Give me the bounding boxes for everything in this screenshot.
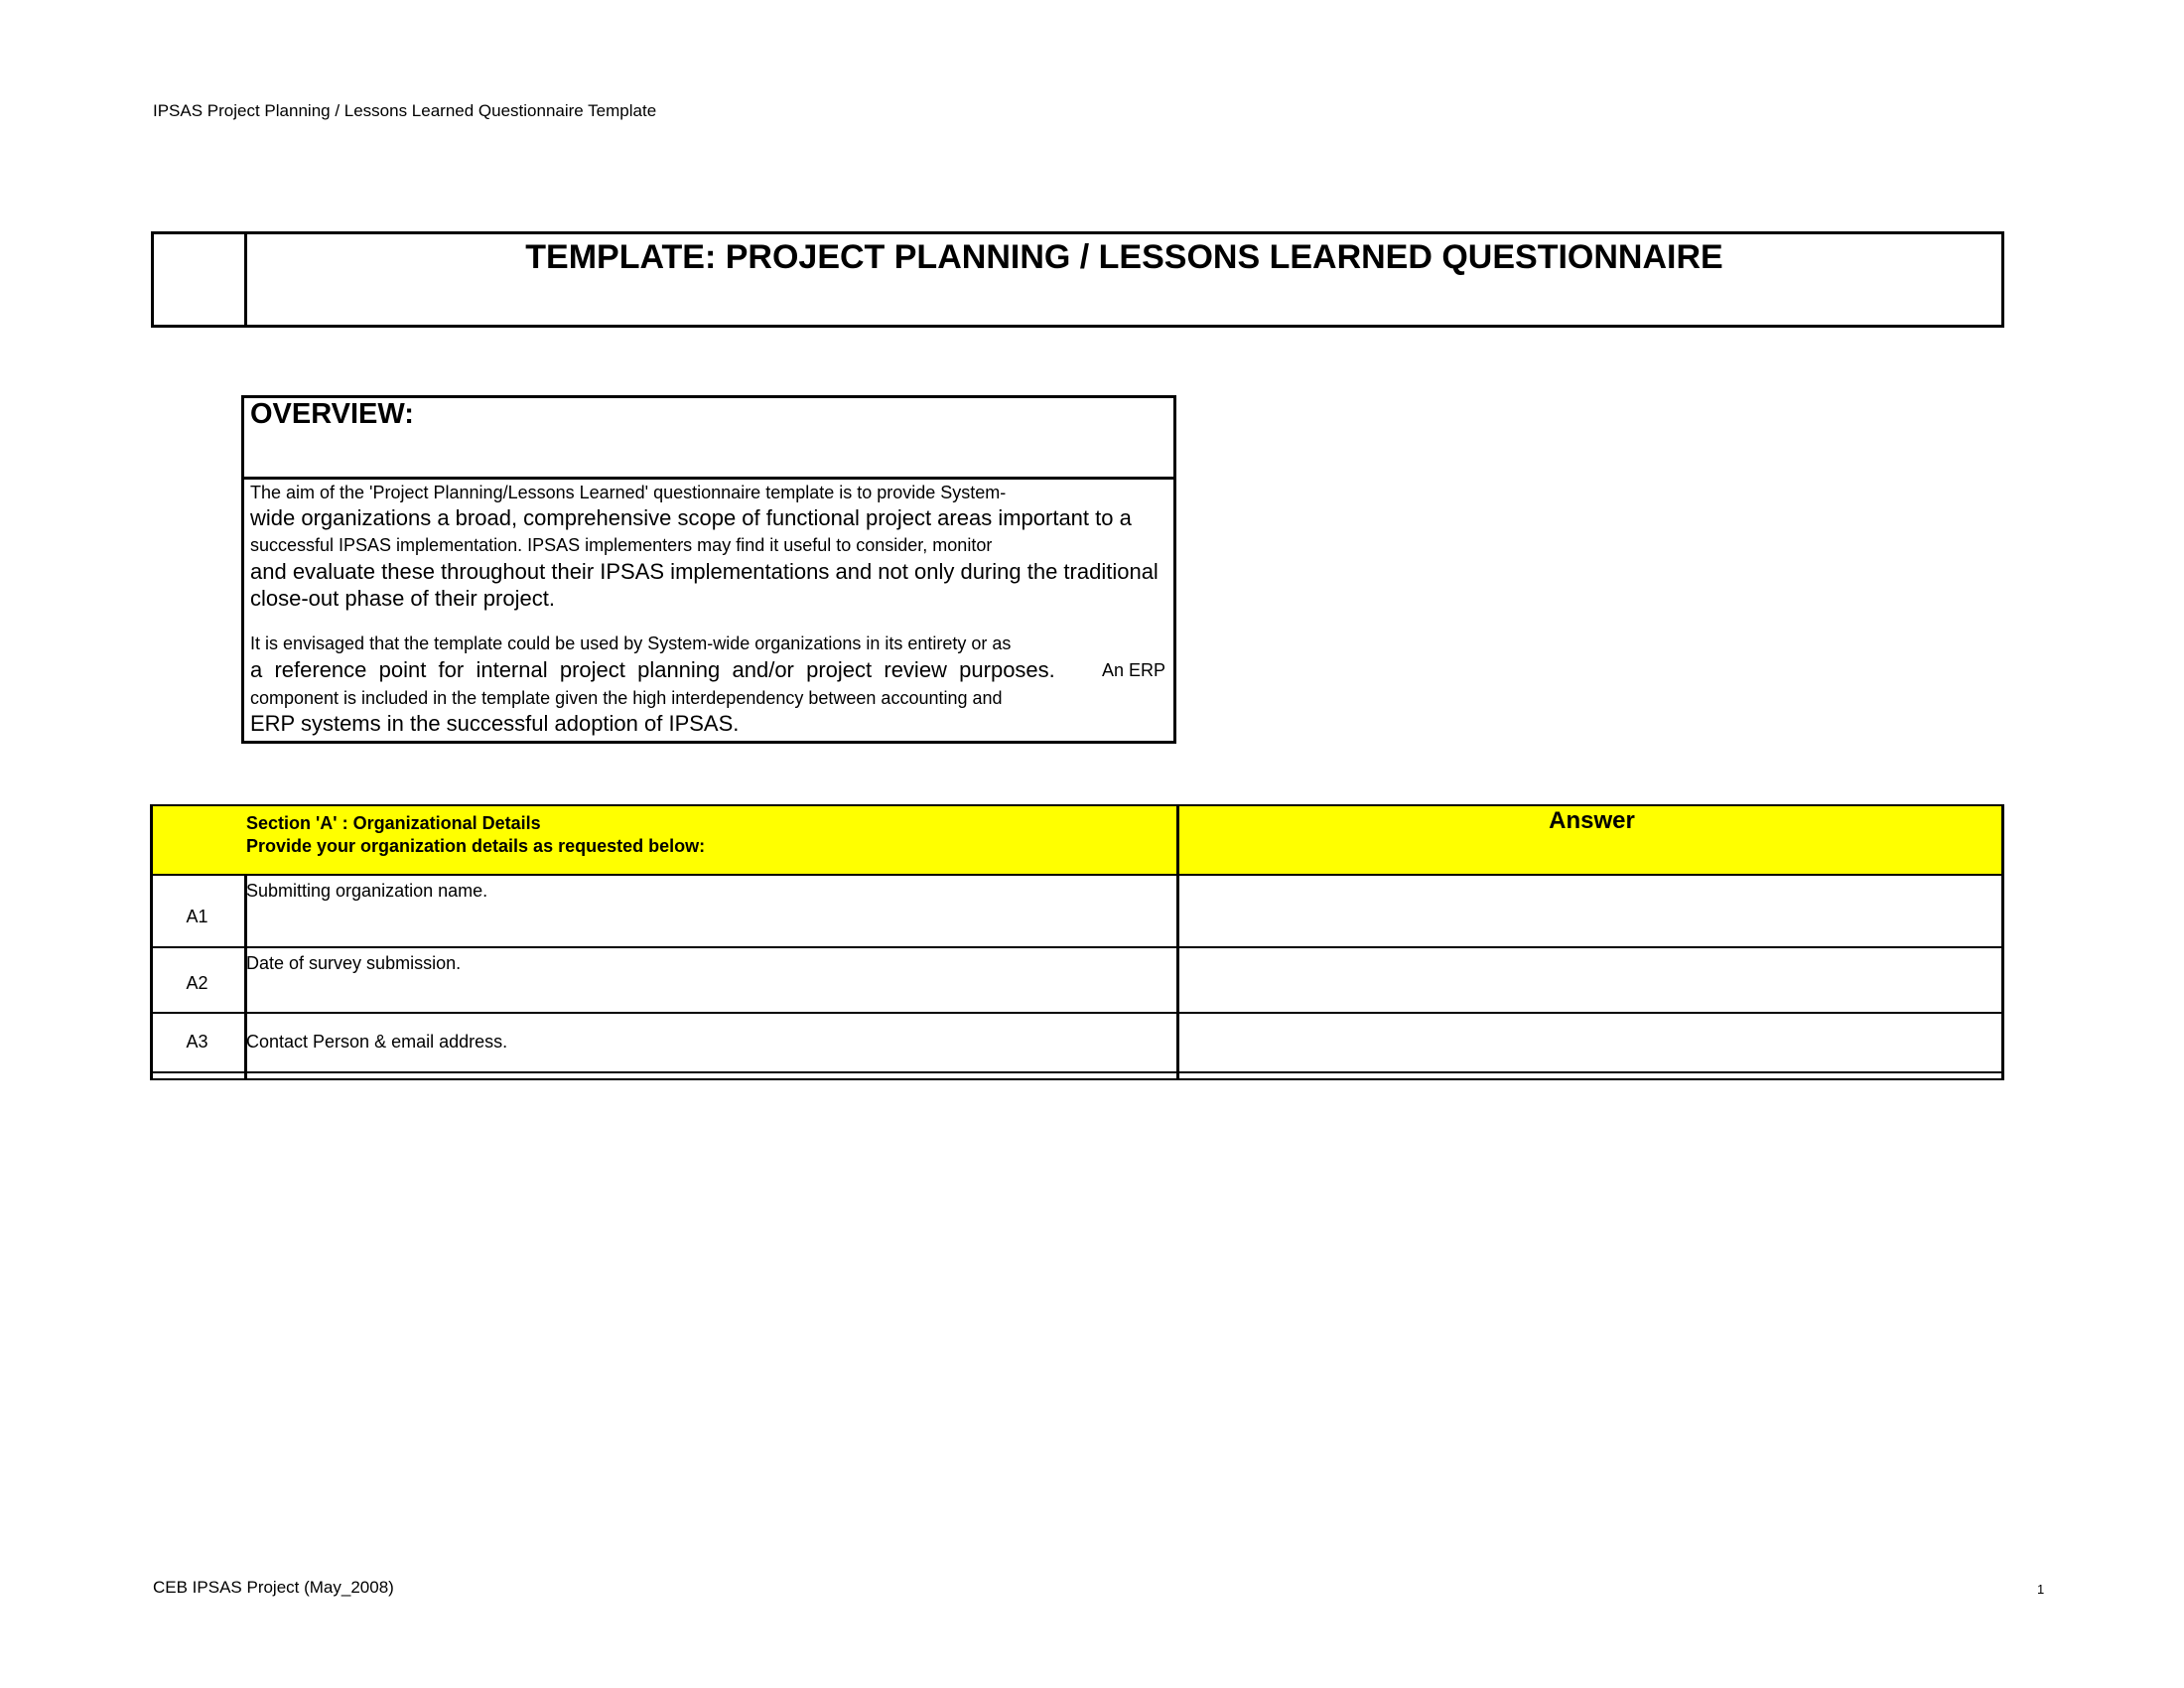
overview-line: ERP systems in the successful adoption of IPSAS. [250, 711, 740, 736]
page-number: 1 [2037, 1582, 2045, 1597]
overview-line: wide organizations a broad, comprehensive scope of functional project areas important to a [250, 505, 1132, 530]
overview-heading: OVERVIEW: [250, 398, 414, 430]
answer-cell[interactable] [1179, 876, 2001, 946]
title-box [151, 231, 2004, 328]
table-rule [2001, 804, 2004, 1080]
page-title: TEMPLATE: PROJECT PLANNING / LESSONS LEARNED QUESTIONNAIRE [525, 238, 1723, 276]
overview-line-tail: An ERP [1101, 660, 1165, 680]
section-title-line: Section 'A' : Organizational Details [246, 813, 541, 833]
table-rule [150, 1071, 2004, 1073]
page-header: IPSAS Project Planning / Lessons Learned Questionnaire Template [153, 101, 657, 120]
overview-line: component is included in the template given the high interdependency between accounting and [250, 688, 1003, 708]
row-id: A1 [186, 907, 208, 926]
overview-line: close-out phase of their project. [250, 586, 555, 611]
overview-line: It is envisaged that the template could be used by System-wide organizations in its entirety or as [250, 633, 1012, 653]
overview-line: successful IPSAS implementation. IPSAS implementers may find it useful to consider, monitor [250, 535, 993, 555]
section-title [246, 812, 705, 858]
overview-line: and evaluate these throughout their IPSAS implementations and not only during the traditional [250, 559, 1159, 584]
table-rule [150, 1078, 2004, 1080]
overview-box [241, 395, 1176, 744]
answer-cell[interactable] [1179, 948, 2001, 1012]
answer-column-header: Answer [1549, 807, 1635, 834]
table-rule [150, 804, 2004, 806]
section-a-table [150, 804, 2004, 1080]
row-question: Submitting organization name. [246, 881, 488, 901]
answer-cell[interactable] [1179, 1014, 2001, 1071]
overview-line-text: a reference point for internal project planning and/or project review purposes. [250, 657, 1055, 682]
overview-divider [244, 477, 1173, 480]
section-instructions: Provide your organization details as requested below: [246, 836, 706, 856]
overview-line [250, 657, 1165, 683]
row-id: A3 [186, 1032, 208, 1052]
row-id: A2 [186, 973, 208, 993]
row-question: Date of survey submission. [246, 953, 462, 973]
page-footer: CEB IPSAS Project (May_2008) [153, 1578, 394, 1597]
overview-line: The aim of the 'Project Planning/Lessons Learned' questionnaire template is to provide System- [250, 483, 1007, 502]
row-question: Contact Person & email address. [246, 1032, 508, 1052]
